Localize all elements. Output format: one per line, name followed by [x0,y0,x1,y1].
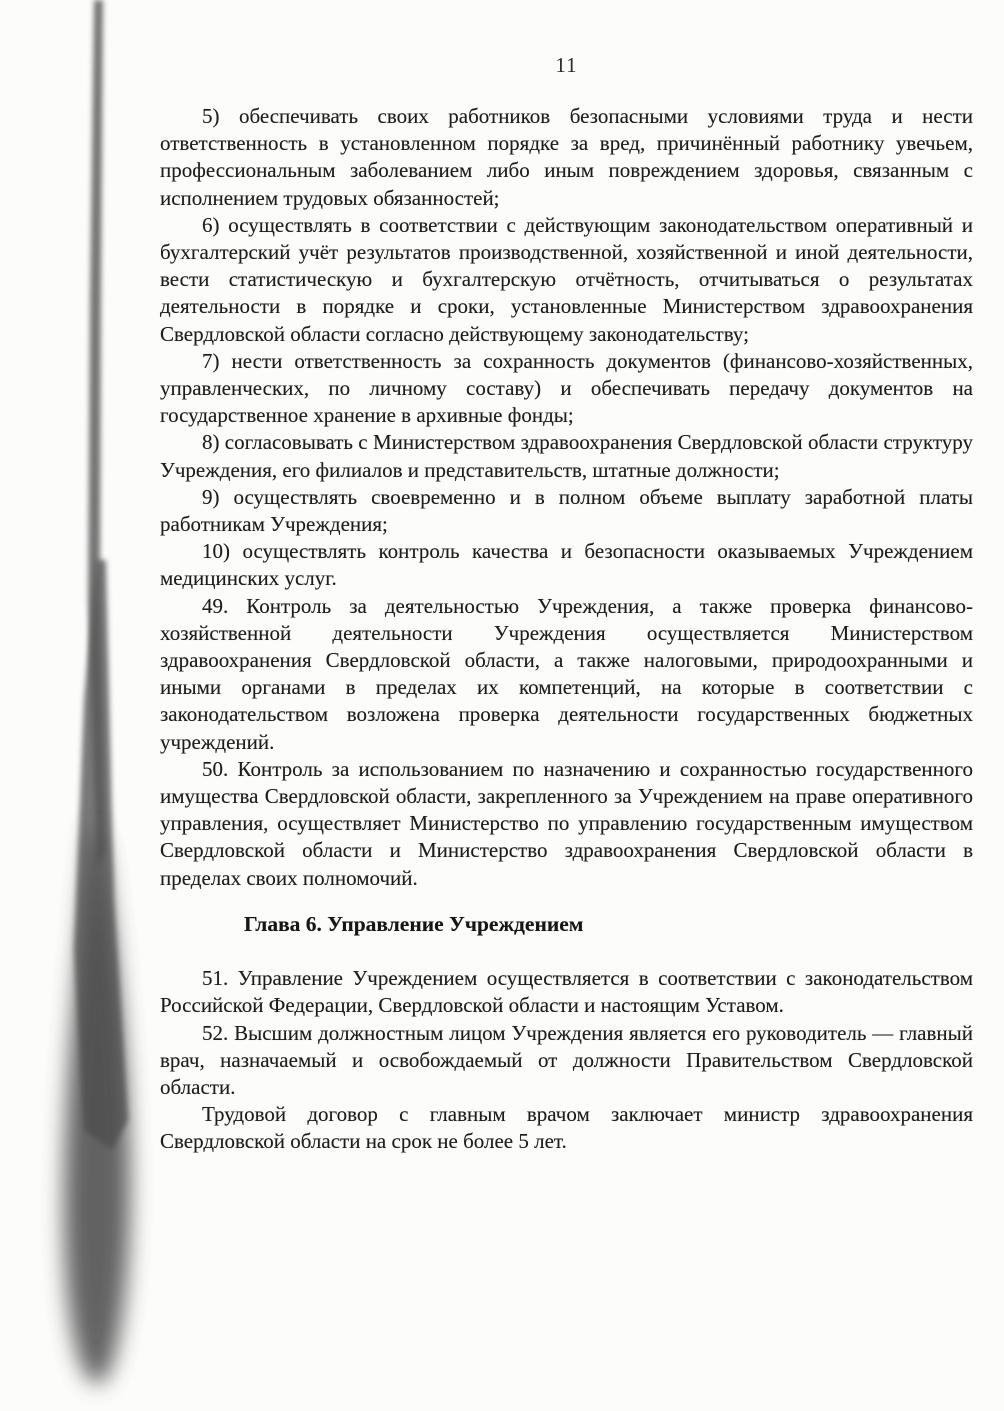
paragraph-item-10: 10) осуществлять контроль качества и безопасности оказываемых Учреждением медицинских услуг. [160,539,973,591]
paragraph-item-8: 8) согласовывать с Министерством здравоохранения Свердловской области структуру Учреждения, его филиалов и представительств, штатные должности; [160,430,973,482]
page-number: 11 [555,53,578,77]
paragraph-labor-contract: Трудовой договор с главным врачом заключает министр здравоохранения Свердловской области на срок не более 5 лет. [160,1102,973,1154]
document-body [160,103,973,1156]
paragraph-item-6: 6) осуществлять в соответствии с действующим законодательством оперативный и бухгалтерский учёт результатов производственной, хозяйственной и иной деятельности, вести статистическую и бухгалтерскую отчётность, отчитываться о результатах деятельности в порядке и сроки, установленные Министерством здравоохранения Свердловской области согласно действующему законодательству; [160,212,973,346]
paragraph-item-9: 9) осуществлять своевременно и в полном объеме выплату заработной платы работникам Учреждения; [160,484,973,537]
paragraph-item-7: 7) нести ответственность за сохранность документов (финансово-хозяйственных, управленческих, по личному составу) и обеспечивать передачу документов на государственное хранение в архивные фонды; [160,348,973,428]
paragraph-item-5: 5) обеспечивать своих работников безопасными условиями труда и нести ответственность в установленном порядке за вред, причинённый работнику увечьем, профессиональным заболеванием либо иным повреждением здоровья, связанным с исполнением трудовых обязанностей; [160,104,973,210]
chapter-6-heading: Глава 6. Управление Учреждением [244,911,584,936]
paragraph-52: 52. Высшим должностным лицом Учреждения является его руководитель — главный врач, назначаемый и освобождаемый от должности Правительством Свердловской области. [160,1020,973,1099]
paragraph-51: 51. Управление Учреждением осуществляется в соответствии с законодательством Российской Федерации, Свердловской области и настоящим Уставом. [160,966,973,1018]
paragraph-50: 50. Контроль за использованием по назначению и сохранностью государственного имущества Свердловской области, закрепленного за Учреждением на праве оперативного управления, осуществляет Министерство по управлению государственным имуществом Свердловской области и Министерство здравоохранения Свердловской области в пределах своих полномочий. [160,756,973,890]
paragraph-49: 49. Контроль за деятельностью Учреждения, а также проверка финансово-хозяйственной деятельности Учреждения осуществляется Министерством здравоохранения Свердловской области, а также налоговыми, природоохранными и иными органами в пределах их компетенций, на которые в соответствии с законодательством возложена проверка деятельности государственных бюджетных учреждений. [160,593,973,754]
